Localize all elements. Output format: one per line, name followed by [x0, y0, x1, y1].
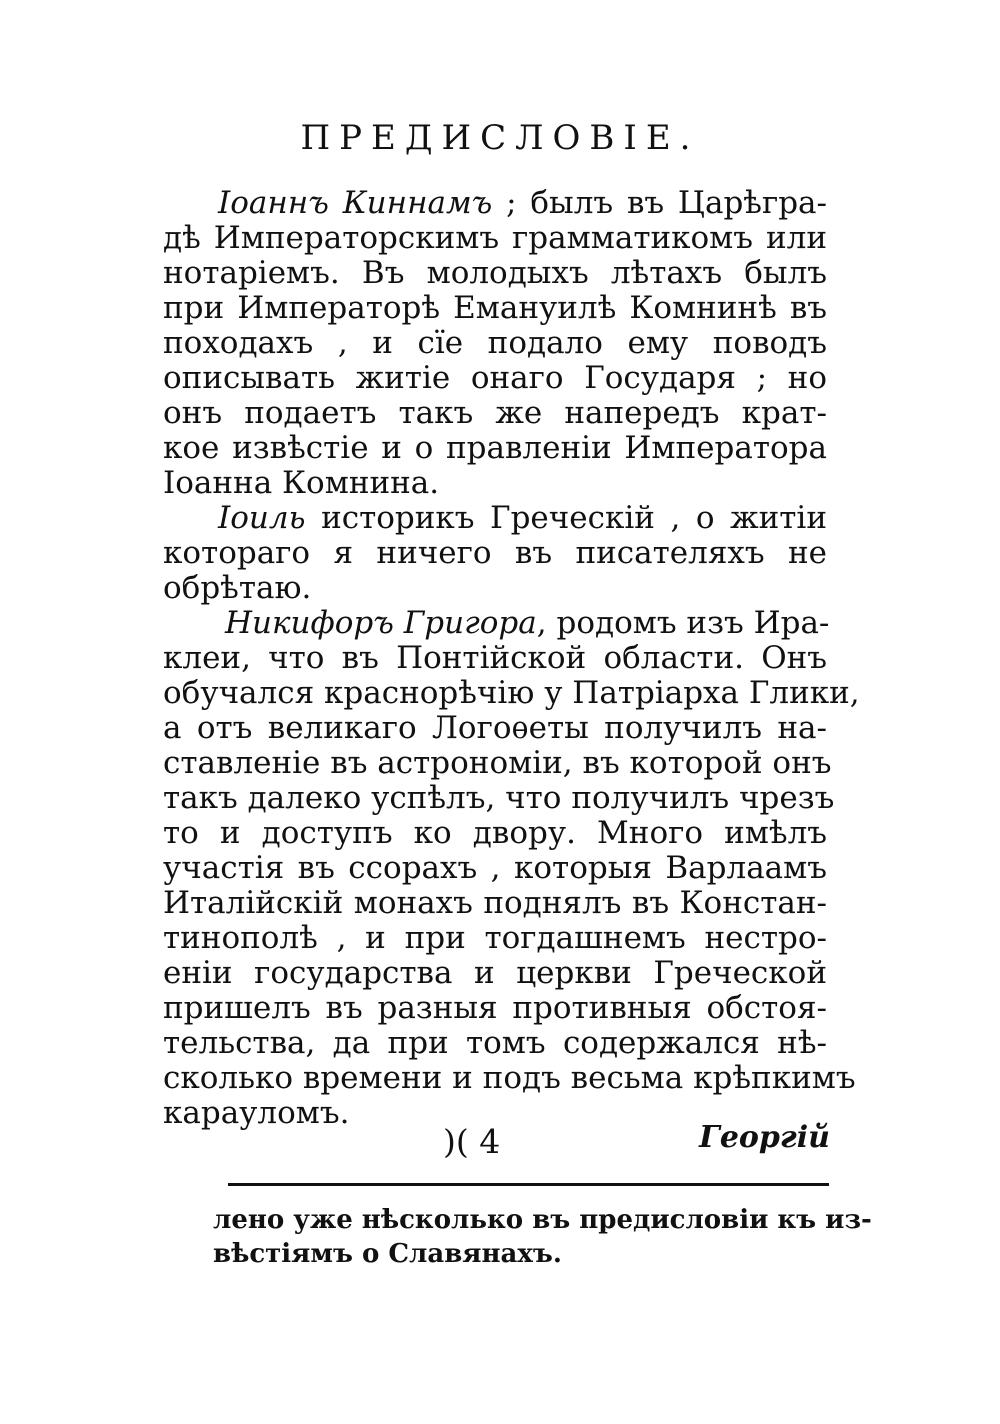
catchword: Георгій [699, 1120, 830, 1155]
author-name-grigora: Никифоръ Григора [225, 605, 537, 641]
text-line: дѣ Императорскимъ грамматикомъ или [163, 220, 827, 256]
text-line: обрѣтаю. [163, 570, 312, 606]
paragraph-3-first-line [163, 605, 830, 641]
author-name-kinnam: Іоаннъ Киннамъ [218, 185, 493, 221]
text-line: нотаріемъ. Въ молодыхъ лѣтахъ былъ [163, 255, 827, 291]
text-line: обучался краснорѣчію у Патріарха Глики, [163, 675, 860, 711]
text-line: Іоанна Комнина. [163, 465, 440, 501]
text-line: Италійскій монахъ поднялъ въ Констан- [163, 885, 827, 921]
text-line: сколько времени и подъ весьма крѣпкимъ [163, 1060, 856, 1096]
text-line: еніи государства и церкви Греческой [163, 955, 827, 991]
text-line: то и доступъ ко двору. Много имѣлъ [163, 815, 827, 851]
text-line: пришелъ въ разныя противныя обстоя- [163, 990, 827, 1026]
text-line: при Императорѣ Емануилѣ Комнинѣ въ [163, 290, 827, 326]
paragraph-3-first-text: , родомъ изъ Ира- [536, 605, 830, 641]
text-line: клеи, что въ Понтійской области. Онъ [163, 640, 827, 676]
text-line: тельства, да при томъ содержался нѣ- [163, 1025, 827, 1061]
text-line: тинополѣ , и при тогдашнемъ нестро- [163, 920, 827, 956]
footnote-line: вѣстіямъ о Славянахъ. [213, 1239, 562, 1269]
author-name-ioil: Іоиль [218, 500, 306, 536]
paragraph-1-first-text: ; былъ въ Царѣгра- [506, 185, 828, 221]
paragraph-1-first-line [163, 186, 827, 221]
paragraph-2-first-text: историкъ Греческій , о житіи [321, 500, 827, 536]
paragraph-2-first-line [163, 501, 827, 536]
page-title: ПРЕДИСЛОВІЕ. [300, 118, 700, 158]
text-line: участія въ ссорахъ , которыя Варлаамъ [163, 850, 827, 886]
footnote-line: лено уже нѣсколько въ предисловіи къ из- [213, 1205, 872, 1235]
text-line: ставленіе въ астрономіи, въ которой онъ [163, 745, 832, 781]
text-line: кое извѣстіе и о правленіи Императора [163, 430, 827, 466]
text-line: карауломъ. [163, 1095, 350, 1131]
footnote-divider [228, 1183, 829, 1186]
signature-mark: )( 4 [443, 1122, 501, 1161]
text-line: описывать житіе онаго Государя ; но [163, 360, 827, 396]
text-line: такъ далеко успѣлъ, что получилъ чрезъ [163, 780, 835, 816]
text-line: а отъ великаго Логоѳеты получилъ на- [163, 710, 827, 746]
text-line: походахъ , и сїе подало ему поводъ [163, 325, 827, 361]
text-line: онъ подаетъ такъ же напередъ крат- [163, 395, 827, 431]
text-line: котораго я ничего въ писателяхъ не [163, 535, 827, 571]
